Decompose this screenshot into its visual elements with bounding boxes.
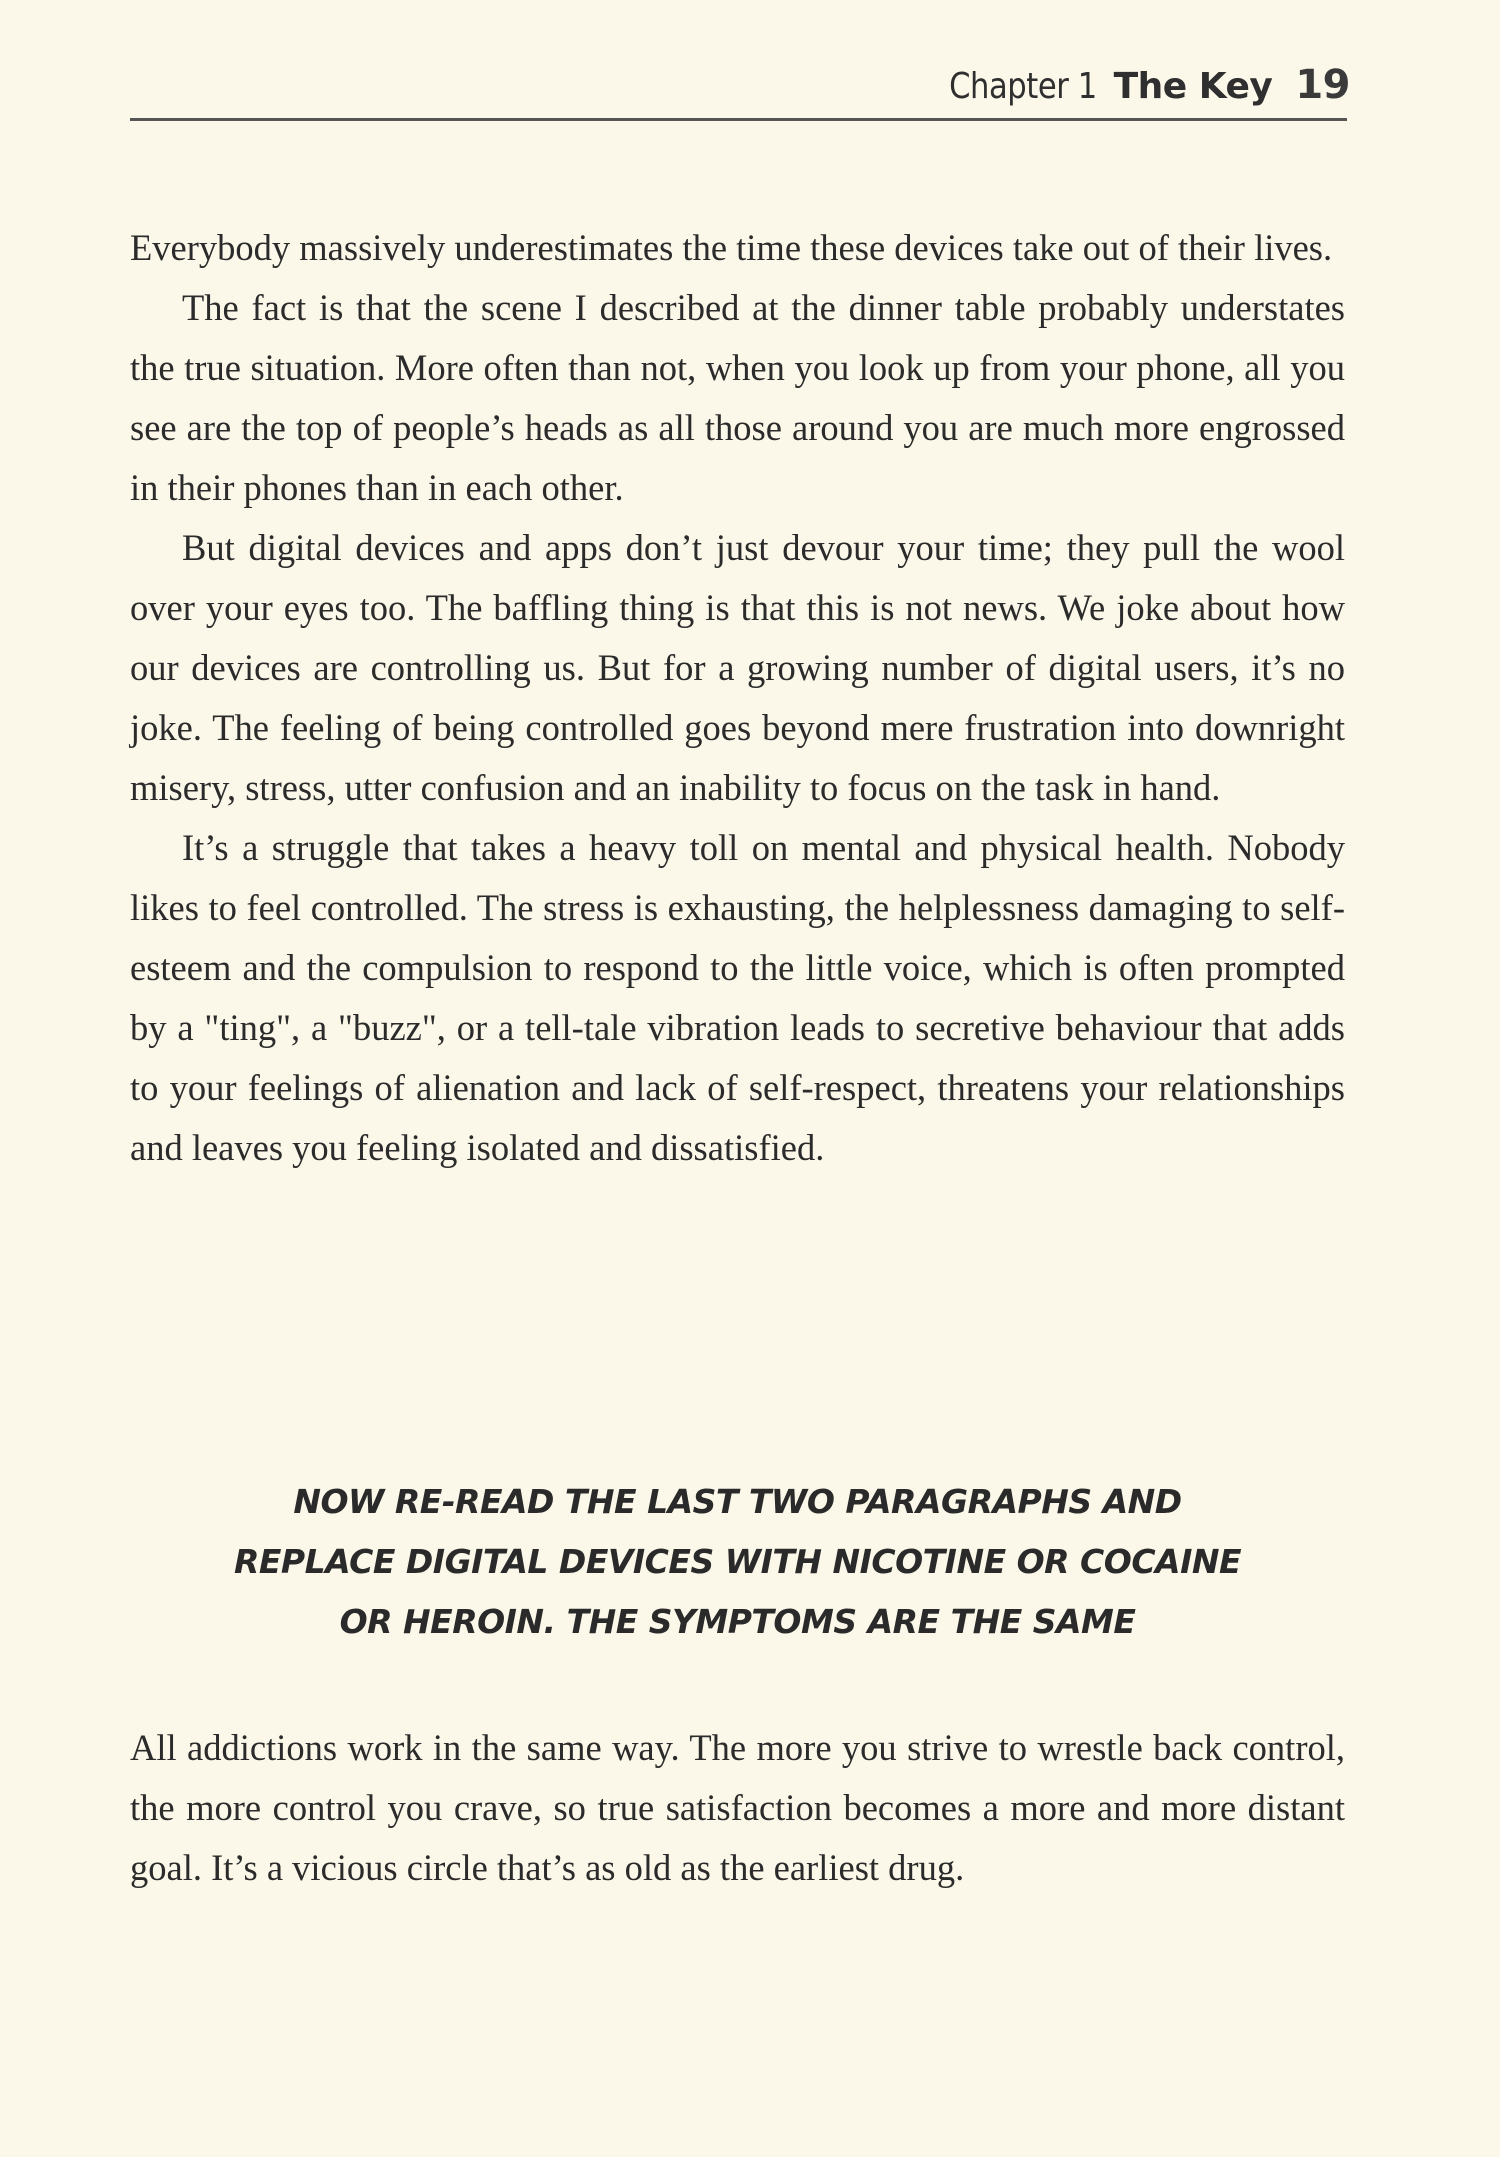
- callout-line-2: REPLACE DIGITAL DEVICES WITH NICOTINE OR COCAINE: [233, 1542, 1242, 1581]
- chapter-title: The Key: [1113, 66, 1273, 107]
- closing-paragraph: All addictions work in the same way. The more you strive to wrestle back control, the more control you crave, so true satisfaction becomes a more and more distant goal. It’s a vicious circle that’s as old as the earliest drug.: [130, 1727, 1345, 1888]
- paragraph-4: It’s a struggle that takes a heavy toll on mental and physical health. Nobody likes to feel controlled. The stress is exhausting, the helplessness damaging to self-esteem and the compulsion to respond to the little voice, which is often prompted by a "ting", a "buzz", or a tell-tale vibration leads to secretive behaviour that adds to your feelings of alienation and lack of self-respect, threatens your relationships and leaves you feeling isolated and dissatisfied.: [130, 827, 1345, 1168]
- callout-box: [130, 1472, 1345, 1652]
- closing-body-text: [130, 1718, 1345, 1898]
- main-body-text: [130, 218, 1345, 1178]
- callout-line-3: OR HEROIN. THE SYMPTOMS ARE THE SAME: [339, 1602, 1136, 1641]
- header-rule: [130, 118, 1347, 121]
- callout-line-1: NOW RE-READ THE LAST TWO PARAGRAPHS AND: [293, 1482, 1182, 1521]
- chapter-label: Chapter 1: [948, 66, 1097, 107]
- paragraph-1: Everybody massively underestimates the time these devices take out of their lives.: [130, 227, 1333, 268]
- paragraph-2: The fact is that the scene I described at the dinner table probably understates the true situation. More often than not, when you look up from your phone, all you see are the top of people’s heads as all those around you are much more engrossed in their phones than in each other.: [130, 287, 1345, 508]
- header-text: [923, 60, 1350, 112]
- page-number: 19: [1295, 62, 1350, 108]
- paragraph-3: But digital devices and apps don’t just devour your time; they pull the wool over your eyes too. The baffling thing is that this is not news. We joke about how our devices are controlling us. But for a growing number of digital users, it’s no joke. The feeling of being controlled goes beyond mere frustration into downright misery, stress, utter confusion and an inability to focus on the task in hand.: [130, 527, 1345, 808]
- running-header: [130, 60, 1350, 120]
